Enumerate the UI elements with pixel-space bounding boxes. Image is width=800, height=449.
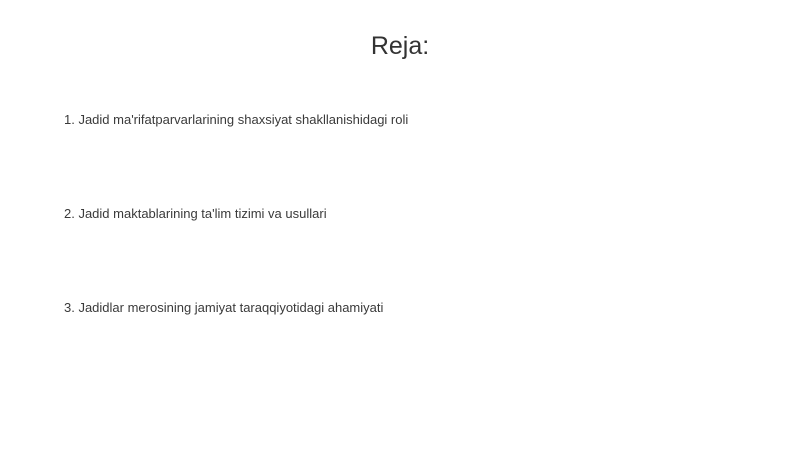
slide-title: Reja:: [370, 32, 430, 60]
plan-item-1: 1. Jadid ma'rifatparvarlarining shaxsiyat shakllanishidagi roli: [64, 112, 409, 127]
plan-item-3: 3. Jadidlar merosining jamiyat taraqqiyotidagi ahamiyati: [64, 300, 384, 315]
plan-item-2: 2. Jadid maktablarining ta'lim tizimi va usullari: [64, 206, 327, 221]
